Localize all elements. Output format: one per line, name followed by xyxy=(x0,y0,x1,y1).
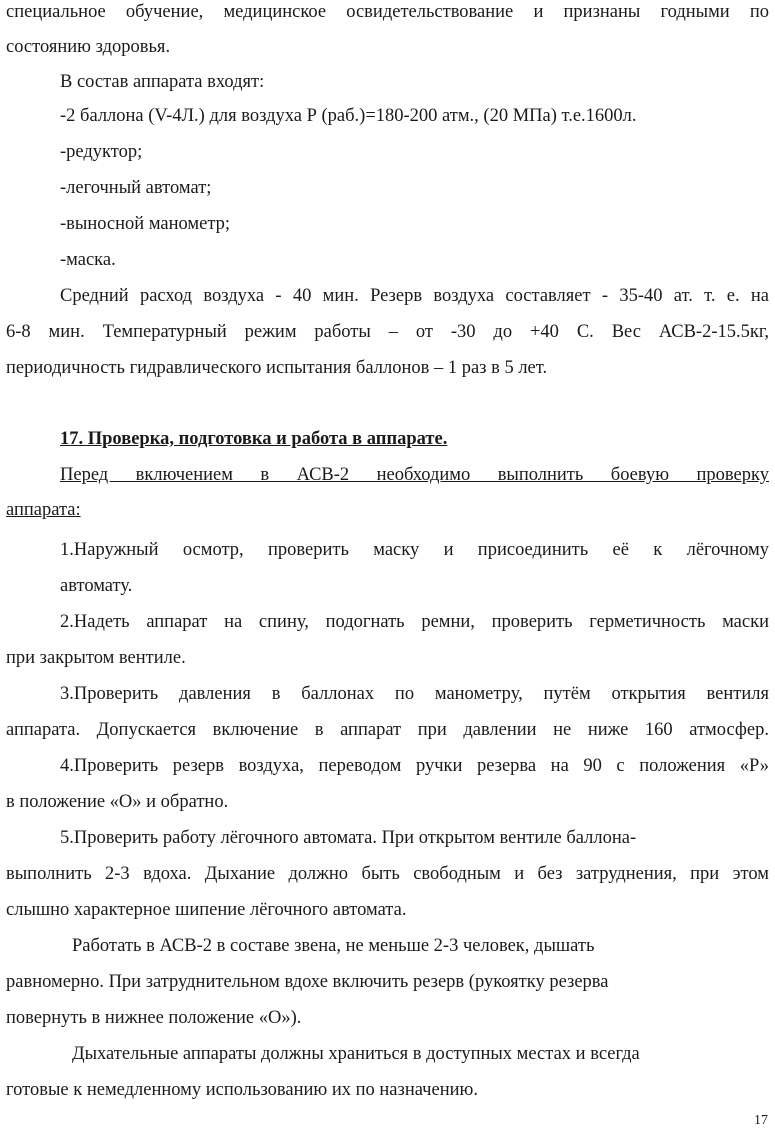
text-line: Дыхательные аппараты должны храниться в доступных местах и всегда xyxy=(72,1044,640,1064)
text-line: -выносной манометр; xyxy=(60,214,231,234)
text-line: в положение «О» и обратно. xyxy=(6,792,229,812)
text-line: 6-8 мин. Температурный режим работы – от -30 до +40 С. Вес АСВ-2-15.5кг, xyxy=(6,322,769,342)
page-number: 17 xyxy=(754,1113,768,1128)
list-item: 4.Проверить резерв воздуха, переводом ручки резерва на 90 с положения «Р» xyxy=(60,756,769,776)
text-line: аппарата. Допускается включение в аппарат при давлении не ниже 160 атмосфер. xyxy=(6,720,769,740)
list-item: 5.Проверить работу лёгочного автомата. При открытом вентиле баллона- xyxy=(60,828,637,848)
text-line: аппарата: xyxy=(6,500,81,520)
text-line: периодичность гидравлического испытания баллонов – 1 раз в 5 лет. xyxy=(6,358,548,378)
text-line: -маска. xyxy=(60,250,116,270)
text-line: состоянию здоровья. xyxy=(6,37,171,57)
list-item: 3.Проверить давления в баллонах по манометру, путём открытия вентиля xyxy=(60,684,769,704)
text-line: готовые к немедленному использованию их по назначению. xyxy=(6,1080,478,1100)
list-item: 2.Надеть аппарат на спину, подогнать ремни, проверить герметичность маски xyxy=(60,612,769,632)
text-line: Средний расход воздуха - 40 мин. Резерв воздуха составляет - 35-40 ат. т. е. на xyxy=(60,286,769,306)
text-line: равномерно. При затруднительном вдохе включить резерв (рукоятку резерва xyxy=(6,972,609,992)
text-line: Перед включением в АСВ-2 необходимо выполнить боевую проверку xyxy=(60,465,769,485)
text-line: при закрытом вентиле. xyxy=(6,648,186,668)
section-heading: 17. Проверка, подготовка и работа в аппарате. xyxy=(60,429,448,449)
text-line: слышно характерное шипение лёгочного автомата. xyxy=(6,900,407,920)
text-line: автомату. xyxy=(60,576,133,596)
text-line: -редуктор; xyxy=(60,142,143,162)
text-line: -2 баллона (V-4Л.) для воздуха Р (раб.)=180-200 атм., (20 МПа) т.е.1600л. xyxy=(60,106,637,126)
text-line: выполнить 2-3 вдоха. Дыхание должно быть свободным и без затруднения, при этом xyxy=(6,864,769,884)
text-line: В состав аппарата входят: xyxy=(60,72,265,92)
text-line: повернуть в нижнее положение «О»). xyxy=(6,1008,302,1028)
list-item: 1.Наружный осмотр, проверить маску и присоединить её к лёгочному xyxy=(60,540,769,560)
text-line: Работать в АСВ-2 в составе звена, не меньше 2-3 человек, дышать xyxy=(72,936,595,956)
text-line: специальное обучение, медицинское освидетельствование и признаны годными по xyxy=(6,2,769,22)
text-line: -легочный автомат; xyxy=(60,178,212,198)
